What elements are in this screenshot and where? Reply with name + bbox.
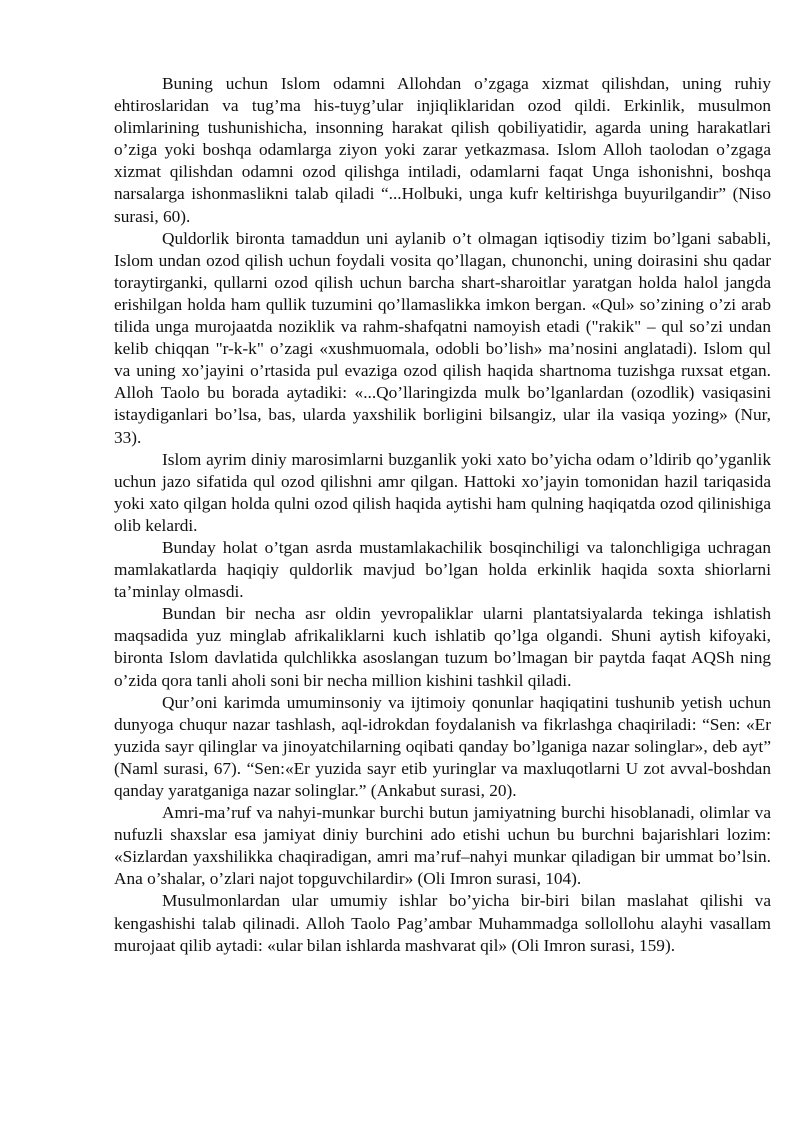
paragraph-freedom-servitude: Buning uchun Islom odamni Allohdan o’zgaga xizmat qilishdan, uning ruhiy ehtiroslaridan va tug’ma his-tuyg’ular injiqliklaridan ozod qildi. Erkinlik, musulmon olimlarining tushunishicha, insonning harakat qilish qobiliyatidir, agarda uning harakatlari o’ziga yoki boshqa odamlarga ziyon yoki zarar yetkazmasa. Islom Alloh taolodan o’zgaga xizmat qilishdan odamni ozod qilishga intiladi, odamlarni faqat Unga ishonishni, boshqa narsalarga ishonmaslikni talab qiladi “...Holbuki, unga kufr keltirishga buyurilgandir” (Niso surasi, 60). [114, 74, 771, 226]
paragraph-european-plantations: Bundan bir necha asr oldin yevropaliklar ularni plantatsiyalarda tekinga ishlatish maqsadida yuz minglab afrikaliklarni kuch ishlatib qo’lga olgandi. Shuni aytish kifoyaki, bironta Islom davlatida qulchlikka asoslangan tuzum bo’lmagan bir paytda faqat AQSh ning o’zida qora tanli aholi soni bir necha million kishini tashkil qiladi. [114, 604, 771, 690]
paragraph-consultation: Musulmonlardan ular umumiy ishlar bo’yicha bir-biri bilan maslahat qilishi va kengashishi talab qilinadi. Alloh Taolo Pag’ambar Muhammadga sollollohu alayhi vasallam murojaat qilib aytadi: «ular bilan ishlarda mashvarat qil» (Oli Imron surasi, 159). [114, 891, 771, 955]
paragraph-quran-reflection: Qur’oni karimda umuminsoniy va ijtimoiy qonunlar haqiqatini tushunib yetish uchun dunyoga chuqur nazar tashlash, aql-idrokdan foydalanish va fikrlashga chaqiriladi: “Sen: «Er yuzida sayr qilinglar va jinoyatchilarning oqibati qanday bo’lganiga nazar solinglar», deb ayt” (Naml surasi, 67). “Sen:«Er yuzida sayr etib yuringlar va maxluqotlarni U zot avval-boshdan qanday yaratganiga nazar solinglar.” (Ankabut surasi, 20). [114, 692, 771, 800]
document-page [114, 73, 771, 957]
paragraph-amr-maruf: Amri-ma’ruf va nahyi-munkar burchi butun jamiyatning burchi hisoblanadi, olimlar va nufuzli shaxslar esa jamiyat diniy burchini ado etishi uchun bu burchni bajarishlari lozim: «Sizlardan yaxshilikka chaqiradigan, amri ma’ruf–nahyi munkar qiladigan bir ummat bo’lsin. Ana o’shalar, o’zlari najot topguvchilardir» (Oli Imron surasi, 104). [114, 803, 771, 889]
paragraph-freeing-slaves-penalty: Islom ayrim diniy marosimlarni buzganlik yoki xato bo’yicha odam o’ldirib qo’yganlik uchun jazo sifatida qul ozod qilishni amr qilgan. Hattoki xo’jayin tomonidan hazil tariqasida yoki xato qilgan holda qulni ozod qilish haqida aytishi ham qulning haqiqatda ozod qilinishiga olib kelardi. [114, 449, 771, 535]
paragraph-slavery-economy: Quldorlik bironta tamaddun uni aylanib o’t olmagan iqtisodiy tizim bo’lgani sababli, Islom undan ozod qilish uchun foydali vosita qo’llagan, chunonchi, uning doirasini shu qadar toraytirganki, qullarni ozod qilish uchun barcha shart-sharoitlar yaratgan holda halol jangda erishilgan holda ham qullik tuzumini qo’llamaslikka imkon bergan. «Qul» so’zining o’zi arab tilida unga murojaatda noziklik va rahm-shafqatni namoyish etadi ("rakik" – qul so’zi undan kelib chiqqan "r-k-k" o’zagi «xushmuomala, odobli bo’lish» ma’nosini anglatadi). Islom qul va uning xo’jayini o’rtasida pul evaziga ozod qilish haqida shartnoma tuzishga ruxsat etgan. Alloh Taolo bu borada aytadiki: «...Qo’llaringizda mulk bo’lganlardan (ozodlik) vasiqasini istaydiganlari bo’lsa, bas, ularda yaxshilik borligini bilsangiz, ular ila vasiqa yozing» (Nur, 33). [114, 228, 771, 447]
paragraph-colonial-slavery: Bunday holat o’tgan asrda mustamlakachilik bosqinchiligi va talonchligiga uchragan mamlakatlarda haqiqiy quldorlik mavjud bo’lgan holda erkinlik haqida soxta shiorlarni ta’minlay olmasdi. [114, 537, 771, 602]
